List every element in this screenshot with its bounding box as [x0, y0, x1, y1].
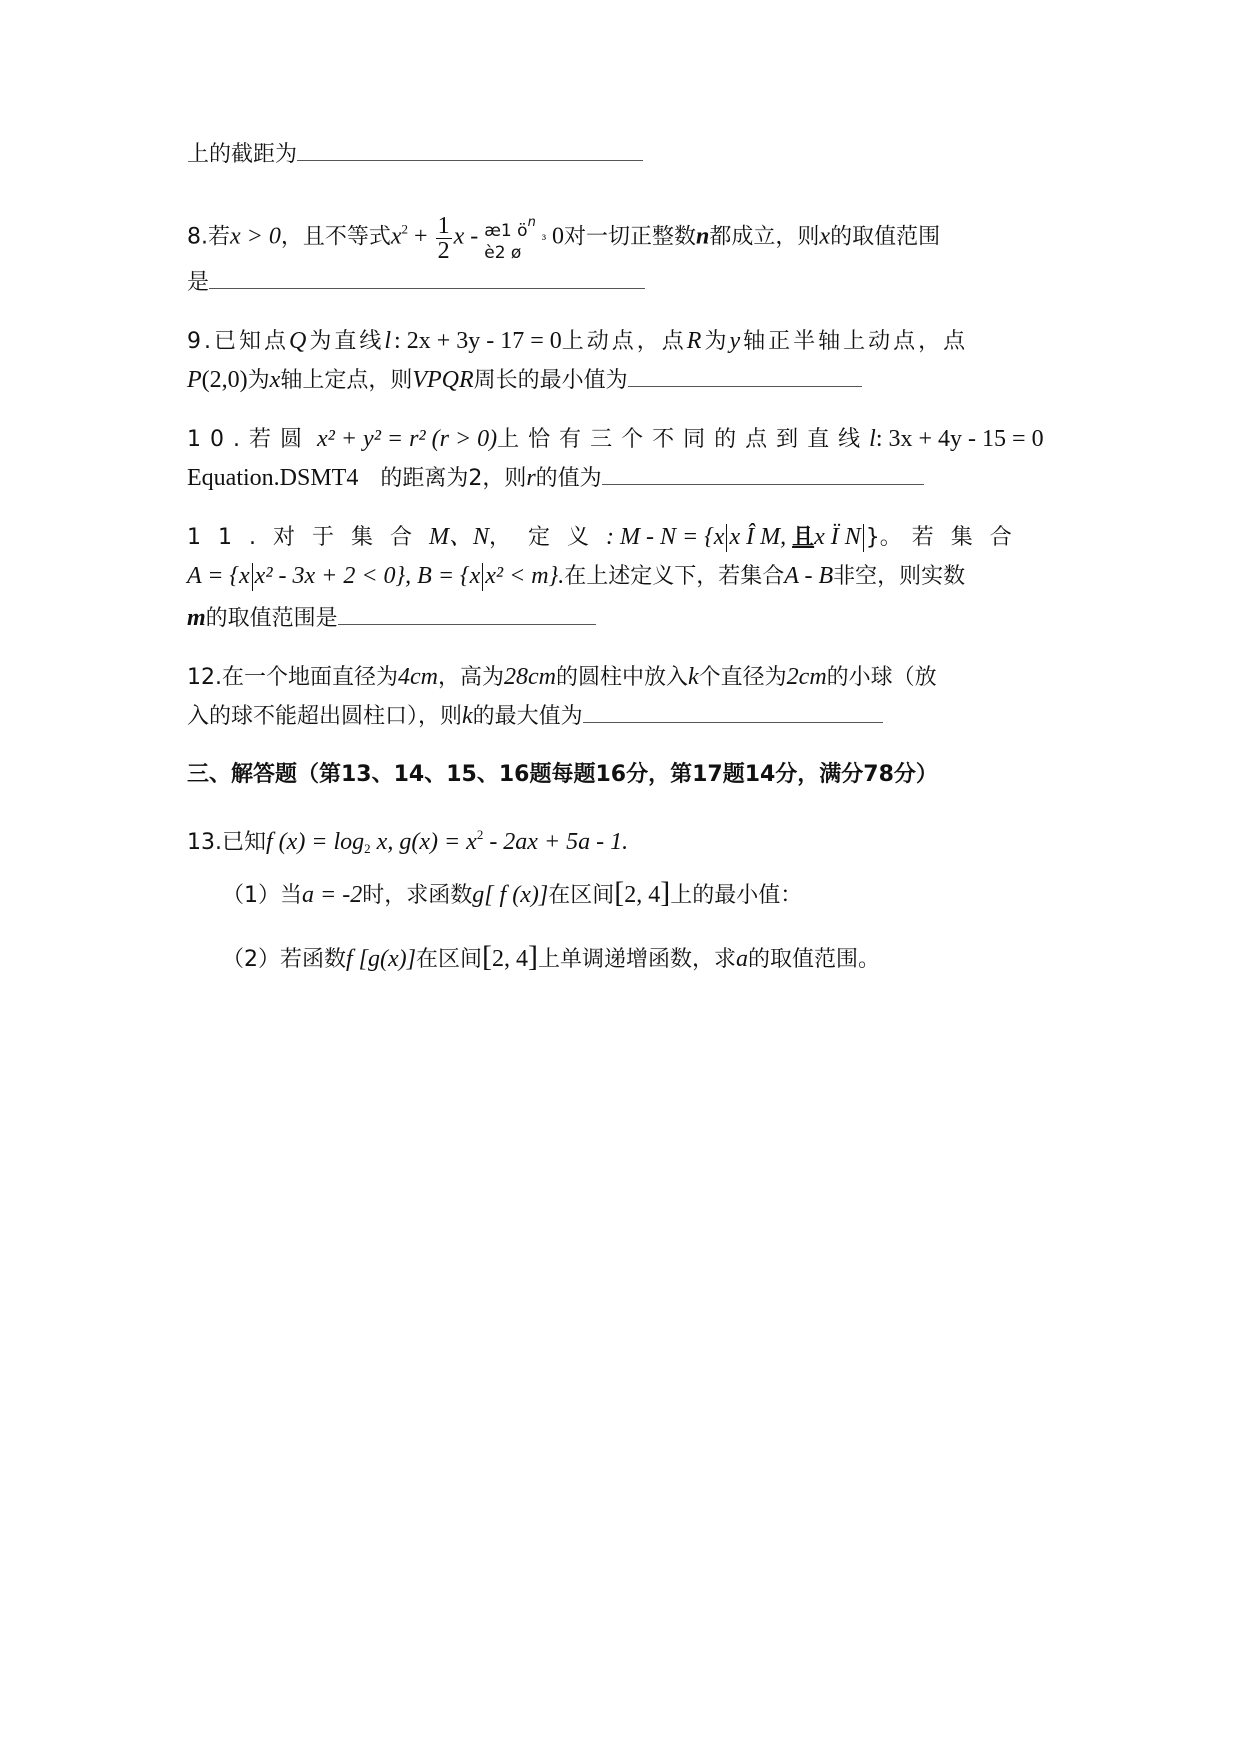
q13-p1-text: （1）当 — [222, 883, 302, 908]
q11-sets: M、N — [429, 524, 489, 550]
q11-set-B-cond: x² < m}. — [485, 563, 565, 589]
q12-text: 12.在一个地面直径为 — [187, 665, 398, 690]
left-bracket: [ — [614, 876, 625, 909]
fraction-denominator: 2 — [437, 237, 450, 264]
q9-text5: 轴正半轴上动点，点 — [743, 329, 969, 354]
q8-text3: 都成立，则 — [709, 224, 820, 250]
q8-exp: 2 — [401, 221, 409, 237]
q13-f-tail: x, — [370, 829, 400, 855]
q8-line2 — [187, 266, 645, 298]
q8-plus: + — [408, 223, 434, 250]
q12-text7: 的最大值为 — [472, 704, 583, 729]
q13-g-tail: - 2ax + 5a - 1. — [483, 829, 629, 855]
q10-text2: 上恰有三个不同的点到直线 — [497, 427, 870, 452]
q13-p2-text: （2）若函数 — [222, 947, 346, 972]
garble-exponent: n — [527, 215, 536, 230]
q10-l: l — [869, 426, 876, 452]
q9-x: x — [269, 367, 281, 393]
q9-l: l — [384, 328, 395, 354]
q8-line1 — [187, 212, 940, 264]
q9-text8: 周长的最小值为 — [473, 368, 628, 393]
q10-circle-eq: x² + y² = r² — [317, 426, 426, 452]
q11-A-minus-B: A - B — [784, 563, 834, 589]
q8-x2: x — [453, 223, 465, 250]
q8-n: n — [696, 223, 710, 250]
garble-top: æ1 ö — [484, 221, 528, 241]
q8-rhs: 0 — [552, 223, 565, 250]
q9-R: R — [686, 328, 705, 354]
q13-p2-text2: 在区间 — [415, 947, 482, 972]
q13-g-exp: 2 — [476, 827, 484, 842]
answer-blank[interactable] — [628, 364, 862, 387]
q13-p1-cond: a = -2 — [302, 882, 363, 908]
q11-text3: 若集合 — [911, 525, 1029, 550]
q8-text2: 对一切正整数 — [564, 224, 697, 250]
q12-text6: 入的球不能超出圆柱口），则 — [187, 704, 463, 729]
q8-x: x — [390, 223, 402, 250]
q13-p1-interval: 2, 4 — [624, 882, 661, 908]
q10-line-eq: : 3x + 4y - 15 = 0 — [875, 426, 1044, 452]
answer-blank[interactable] — [297, 138, 643, 161]
answer-blank[interactable] — [338, 602, 596, 625]
answer-blank[interactable] — [602, 462, 924, 485]
q13-p1-text2: 时，求函数 — [362, 883, 473, 908]
q9-text6: 为 — [247, 368, 270, 393]
q11-and: 且 — [792, 525, 815, 550]
q11-def-expr2: x Î M, — [729, 524, 793, 550]
q8-minus: - — [464, 223, 485, 250]
q13-text: 13.已知 — [187, 830, 266, 855]
q11-def-end: }。 — [865, 525, 902, 550]
q13-f-def: f (x) = log — [266, 829, 365, 855]
q12-line2 — [187, 700, 883, 732]
q9-text2: 为直线 — [309, 329, 385, 354]
q12-ball-diameter: 2cm — [786, 664, 827, 690]
q10-text3: 的距离为2，则 — [380, 466, 527, 491]
fraction-numerator: 1 — [437, 212, 450, 239]
q11-m: m — [187, 605, 206, 631]
q9-Q: Q — [289, 328, 310, 354]
q13-part1 — [222, 878, 802, 911]
q12-text3: 的圆柱中放入 — [555, 665, 688, 690]
q13-p2-func: f [g(x)] — [346, 946, 416, 972]
q8-x3: x — [819, 223, 831, 250]
q12-text5: 的小球（放 — [826, 665, 937, 690]
q12-k2: k — [462, 703, 473, 729]
q7-tail-line — [187, 138, 643, 170]
q8-ge-glyph: ³ — [541, 232, 547, 248]
q9-P: P — [187, 367, 202, 393]
q12-k: k — [688, 664, 699, 690]
set-builder-bar — [863, 524, 864, 552]
q11-set-A-cond: x² - 3x + 2 < 0}, — [254, 563, 418, 589]
q11-line1 — [187, 522, 1029, 553]
q8-fraction — [436, 214, 452, 263]
q13-g-def: g(x) = x — [399, 829, 477, 855]
q13-p1-text4: 上的最小值： — [670, 883, 803, 908]
q8-text: ，且不等式 — [280, 224, 391, 250]
q11-def-expr3: x Ï N — [814, 524, 861, 550]
q9-text7: 轴上定点，则 — [280, 368, 413, 393]
right-bracket: ] — [660, 876, 671, 909]
q13-p1-text3: 在区间 — [548, 883, 615, 908]
q9-text: 9.已知点 — [187, 329, 289, 354]
q9-coord: (2,0) — [201, 367, 248, 393]
q13-p2-text4: 的取值范围。 — [748, 947, 881, 972]
q11-text4: 在上述定义下，若集合 — [564, 564, 785, 589]
q10-text4: 的值为 — [535, 466, 602, 491]
set-builder-bar — [726, 524, 727, 552]
q10-text: 10.若圆 — [187, 427, 311, 452]
q12-text4: 个直径为 — [698, 665, 787, 690]
q9-text3: 上动点，点 — [561, 329, 687, 354]
q13-p2-text3: 上单调递增函数，求 — [538, 947, 737, 972]
right-bracket: ] — [528, 940, 538, 973]
q12-diameter: 4cm — [398, 664, 438, 690]
q11-text2: ，定义 — [489, 525, 607, 550]
q10-line1 — [187, 424, 1044, 455]
q8-garbled-paren — [484, 212, 536, 264]
set-builder-bar — [252, 563, 253, 591]
q12-line1 — [187, 662, 937, 693]
q13-line1 — [187, 820, 628, 864]
q11-def-expr: : M - N = {x — [606, 524, 725, 550]
q9-y: y — [729, 328, 744, 354]
q13-part2 — [222, 942, 880, 975]
q12-height: 28cm — [504, 664, 556, 690]
q10-r: r — [526, 465, 536, 491]
q9-equation: : 2x + 3y - 17 = 0 — [394, 328, 562, 354]
q11-text5: 非空，则实数 — [833, 564, 966, 589]
q13-a: a — [736, 946, 749, 972]
section-3-title: 三、解答题（第13、14、15、16题每题16分，第17题14分，满分78分） — [187, 762, 938, 787]
q8-text5: 是 — [187, 270, 210, 295]
q10-mathtype-artifact: Equation.DSMT4 — [187, 465, 359, 491]
answer-blank[interactable] — [209, 266, 645, 289]
answer-blank[interactable] — [583, 700, 883, 723]
q13-log-base: 2 — [364, 841, 371, 856]
q13-p2-interval: 2, 4 — [492, 946, 528, 972]
q10-line2 — [187, 462, 924, 494]
q9-line2 — [187, 364, 862, 396]
q11-line2 — [187, 561, 965, 592]
q8-number: 8.若 — [187, 224, 230, 250]
q13-p1-func: g[ f (x)] — [472, 882, 549, 908]
q9-triangle: VPQR — [412, 367, 474, 393]
q9-line1 — [187, 326, 968, 357]
set-builder-bar — [482, 563, 483, 591]
q11-set-A: A = {x — [187, 563, 250, 589]
q8-condition: x > 0 — [230, 223, 281, 250]
q12-text2: ，高为 — [437, 665, 504, 690]
q11-text: 11.对于集合 — [187, 525, 429, 550]
q9-text4: 为 — [704, 329, 730, 354]
q8-text4: 的取值范围 — [830, 224, 941, 250]
q11-text6: 的取值范围是 — [205, 606, 338, 631]
q11-line3 — [187, 602, 596, 634]
q11-set-B: B = {x — [417, 563, 481, 589]
q7-tail-text: 上的截距为 — [187, 142, 298, 167]
garble-bottom: è2 ø — [484, 243, 522, 263]
left-bracket: [ — [482, 940, 492, 973]
q10-condition: (r > 0) — [431, 426, 498, 452]
